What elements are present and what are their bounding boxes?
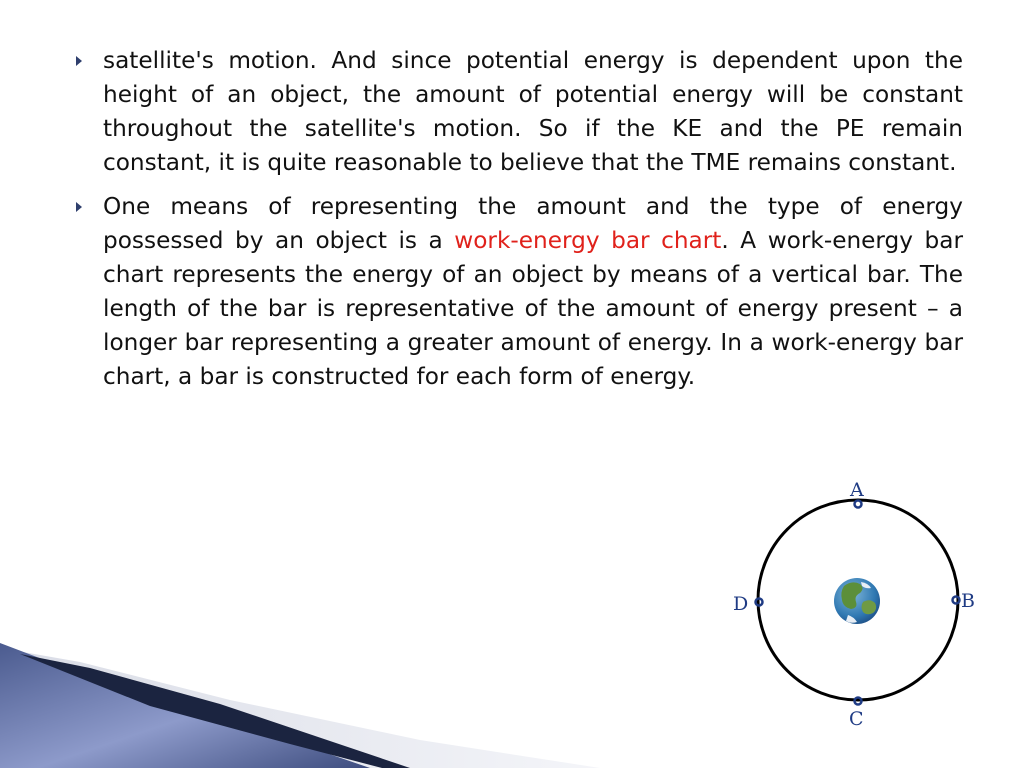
bullet-text: satellite's motion. And since potential energy is dependent upon the height of an object, the amount of potential energy will be constant throughout the satellite's motion. So if the KE and the PE remain constant, it is quite reasonable to believe that the TME remains constant. [103, 47, 963, 176]
earth-icon [834, 578, 880, 624]
highlighted-term: work-energy bar chart [454, 227, 722, 254]
orbit-label-a: A [850, 479, 864, 501]
bullet-text-after: . A work-energy bar chart represents the energy of an object by means of a vertical bar. The length of the bar is representative of the amount of energy present – a longer bar representing a greater amount of energy. In a work-energy bar chart, a bar is constructed for each form of energy. [103, 227, 963, 390]
orbit-label-b: B [961, 590, 975, 612]
orbit-label-d: D [733, 593, 749, 615]
orbit-point-b [953, 597, 960, 604]
orbit-diagram [720, 474, 990, 734]
orbit-label-c: C [849, 708, 864, 730]
bullet-text-before: One means of representing the amount and the type of energy possessed by an object is a [103, 193, 963, 254]
orbit-point-a [855, 501, 862, 508]
